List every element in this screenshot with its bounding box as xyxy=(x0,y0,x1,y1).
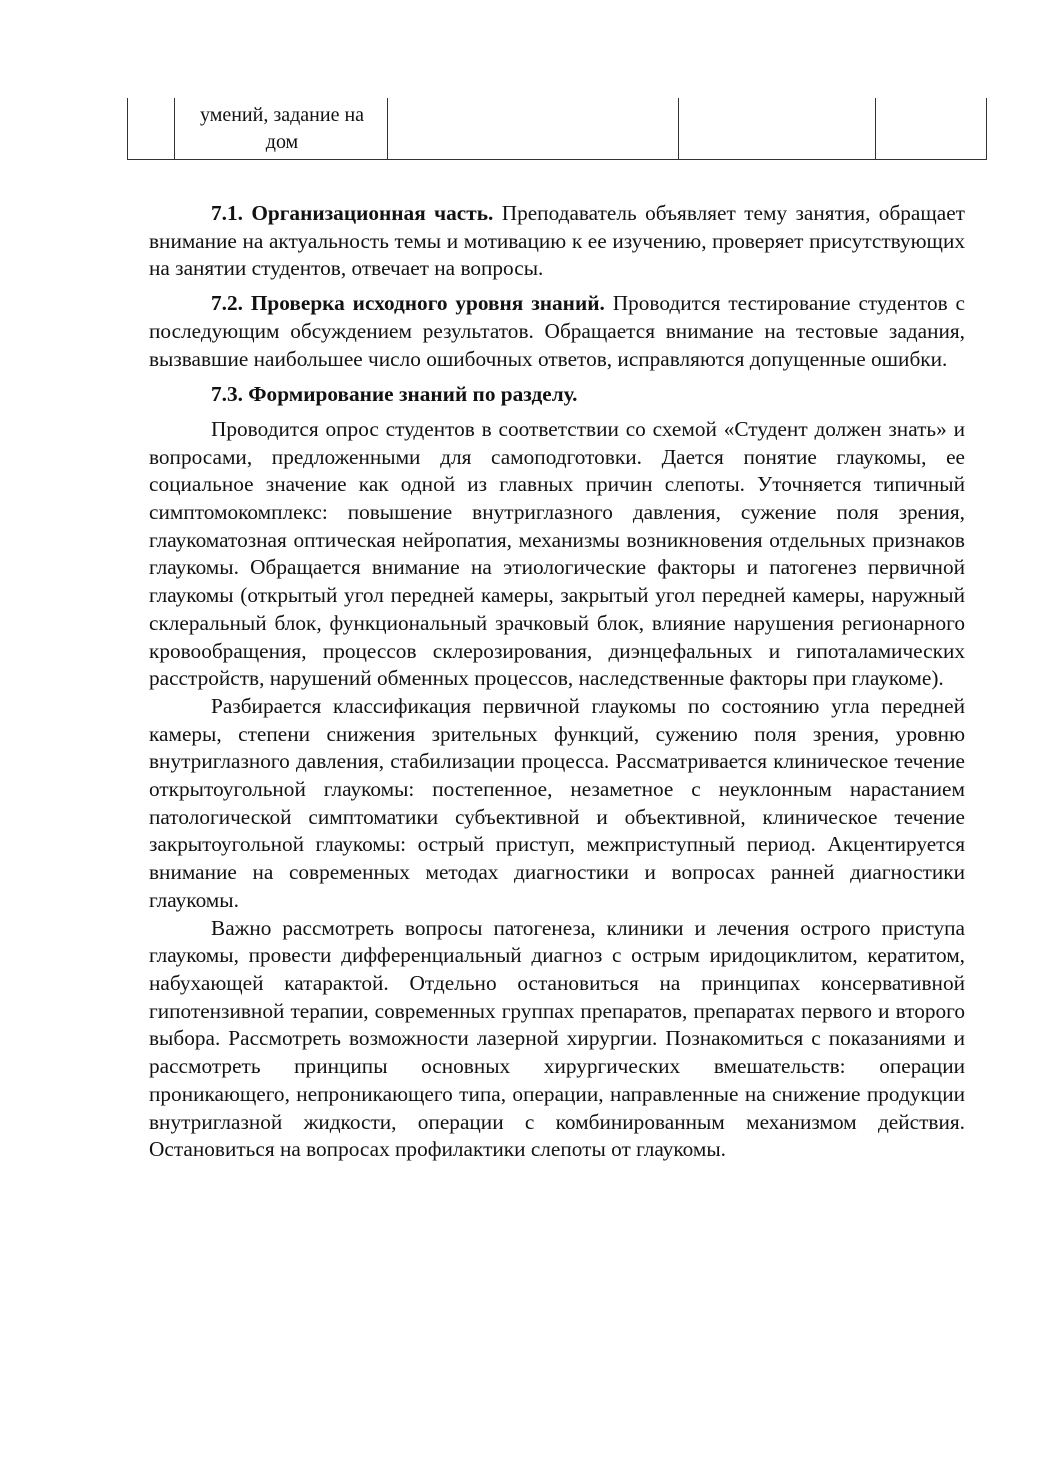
section-heading-7-1: 7.1. Организационная часть. xyxy=(211,201,494,225)
table-column-divider xyxy=(174,98,175,159)
table-column-divider xyxy=(875,98,876,159)
paragraph-7-3-1: Проводится опрос студентов в соответствии со схемой «Студент должен знать» и вопросами, предложенными для самоподготовки. Дается понятие глаукомы, ее социальное значение как одной из главных причин слепоты. Уточняется типичный симптомокомплекс: повышение внутриглазного давления, сужение поля зрения, глаукоматозная оптическая нейропатия, механизмы возникновения отдельных признаков глаукомы. Обращается внимание на этиологические факторы и патогенез первичной глаукомы (открытый угол передней камеры, закрытый угол передней камеры, наружный склеральный блок, функциональный зрачковый блок, влияние нарушения регионарного кровообращения, процессов склерозирования, диэнцефальных и гипоталамических расстройств, нарушений обменных процессов, наследственные факторы при глаукоме). xyxy=(149,416,965,691)
table-cell-line: умений, задание на xyxy=(199,104,365,126)
paragraph-7-3-3: Важно рассмотреть вопросы патогенеза, клиники и лечения острого приступа глаукомы, провести дифференциальный диагноз с острым иридоциклитом, кератитом, набухающей катарактой. Отдельно остановиться на принципах консервативной гипотензивной терапии, современных группах препаратов, препаратах первого и второго выбора. Рассмотреть возможности лазерной хирургии. Познакомиться с показаниями и рассмотреть принципы основных хирургических вмешательств: операции проникающего, непроникающего типа, операции, направленные на снижение продукции внутриглазной жидкости, операции с комбинированным механизмом действия. Остановиться на вопросах профилактики слепоты от глаукомы. xyxy=(149,915,965,1162)
table-fragment xyxy=(127,98,987,160)
table-cell-line: дом xyxy=(265,131,299,153)
table-cell-text xyxy=(176,102,388,156)
paragraph-7-2 xyxy=(149,290,965,373)
section-heading-7-3-line xyxy=(149,381,965,409)
document-body xyxy=(149,200,965,1164)
paragraph-text: Преподаватель объявляет тему занятия, обращает внимание на актуальность темы и мотивацию к ее изучению, проверяет присутствующих на занятии студентов, отвечает на вопросы. xyxy=(149,201,965,281)
section-heading-7-2: 7.2. Проверка исходного уровня знаний. xyxy=(211,291,605,316)
paragraph-7-1 xyxy=(149,200,965,283)
paragraph-7-3-2: Разбирается классификация первичной глаукомы по состоянию угла передней камеры, степени снижения зрительных функций, сужению поля зрения, уровню внутриглазного давления, стабилизации процесса. Рассматривается клиническое течение открытоугольной глаукомы: постепенное, незаметное с неуклонным нарастанием патологической симптоматики субъективной и объективной, клиническое течение закрытоугольной глаукомы: острый приступ, межприступный период. Акцентируется внимание на современных методах диагностики и вопросах ранней диагностики глаукомы. xyxy=(149,693,965,912)
section-heading-7-3: 7.3. Формирование знаний по разделу. xyxy=(211,382,578,407)
table-column-divider xyxy=(678,98,679,159)
paragraph-text: Проводится тестирование студентов с последующим обсуждением результатов. Обращается внимание на тестовые задания, вызвавшие наибольшее число ошибочных ответов, исправляются допущенные ошибки. xyxy=(149,291,966,371)
